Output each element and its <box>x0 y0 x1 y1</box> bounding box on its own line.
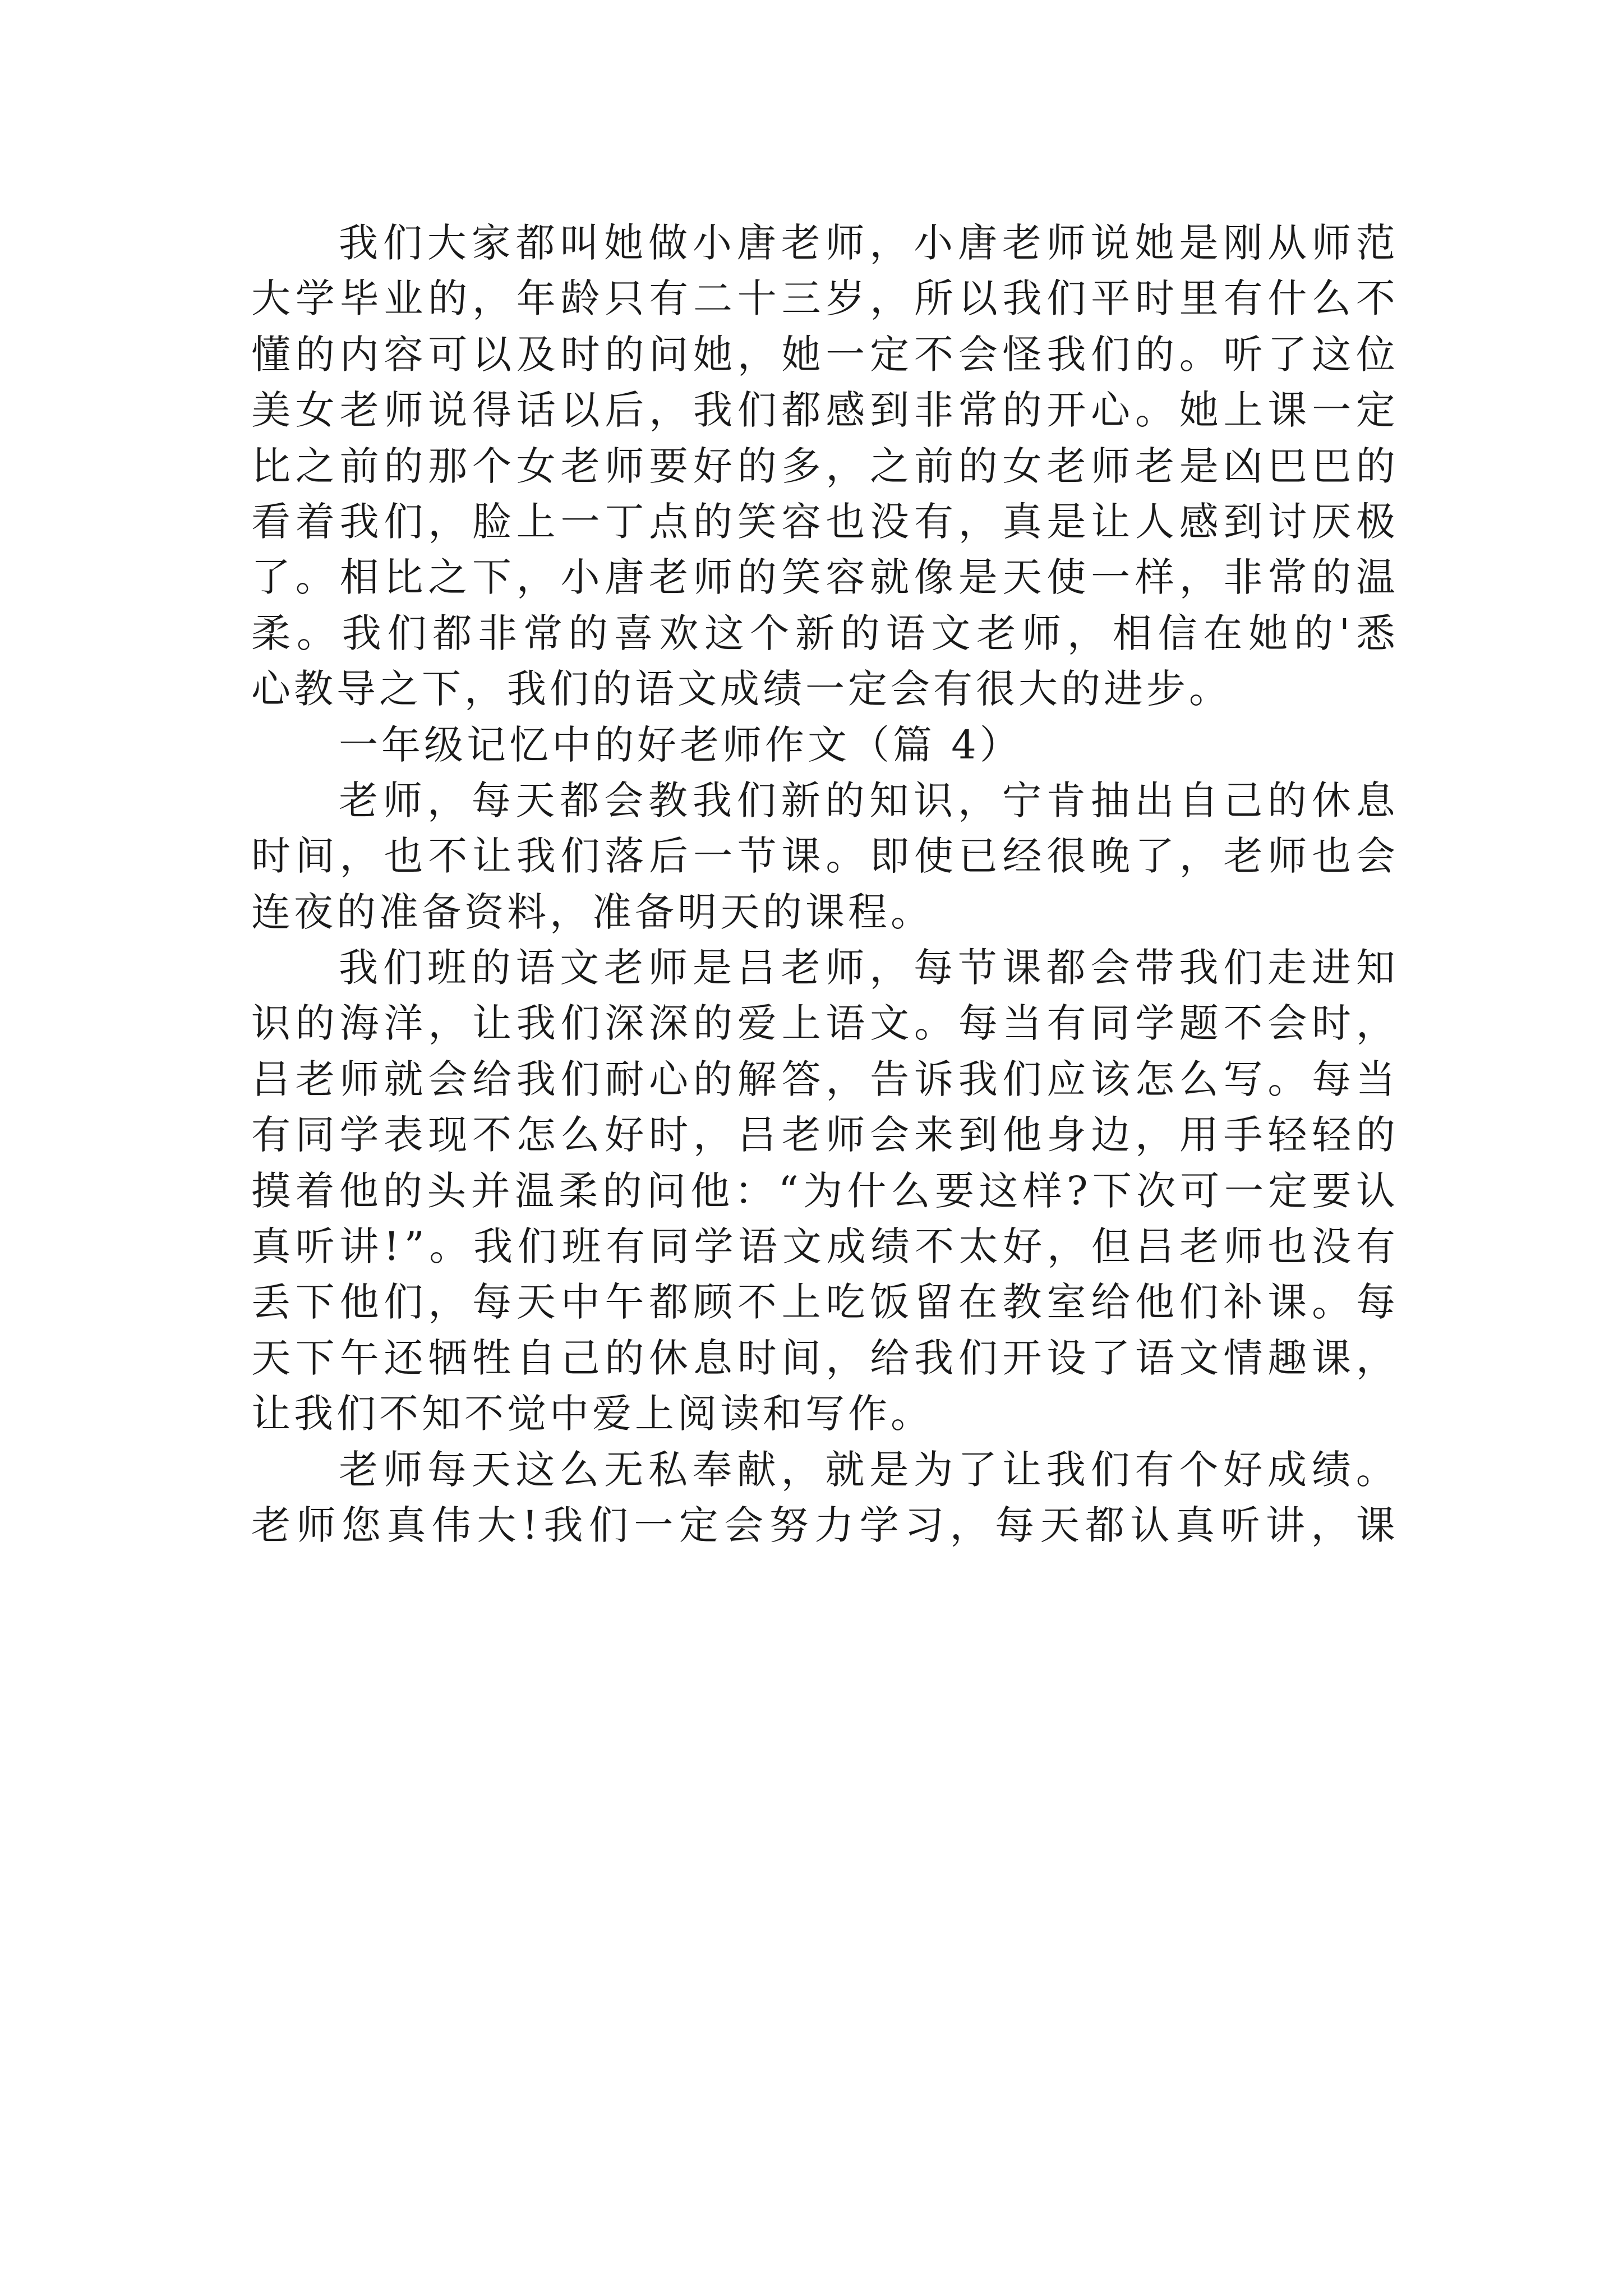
essay-body <box>251 215 1395 1553</box>
text-line: 丢 下 他 们 ， 每 天 中 午 都 顾 不 上 吃 饭 留 在 教 室 给 他 们 补 课 。 每 <box>251 1279 1395 1326</box>
text-line: 心教导之下，我们的语文成绩一定会有很大的进步。 <box>251 666 1232 712</box>
text-line: 天 下 午 还 牺 牲 自 己 的 休 息 时 间 ， 给 我 们 开 设 了 语 文 情 趣 课 ， <box>251 1335 1395 1381</box>
text-line: 柔 。 我 们 都 非 常 的 喜 欢 这 个 新 的 语 文 老 师 ， 相 信 在 她 的 ' 悉 <box>251 610 1395 656</box>
text-line: 时 间 ， 也 不 让 我 们 落 后 一 节 课 。 即 使 已 经 很 晚 了 ， 老 师 也 会 <box>251 833 1395 880</box>
paragraph-first-line: 老 师 ， 每 天 都 会 教 我 们 新 的 知 识 ， 宁 肯 抽 出 自 己 的 休 息 <box>339 777 1395 823</box>
text-line: 识 的 海 洋 ， 让 我 们 深 深 的 爱 上 语 文 。 每 当 有 同 学 题 不 会 时 ， <box>251 1000 1395 1047</box>
text-line: 美 女 老 师 说 得 话 以 后 ， 我 们 都 感 到 非 常 的 开 心 。 她 上 课 一 定 <box>251 387 1395 434</box>
paragraph-first-line: 老 师 每 天 这 么 无 私 奉 献 ， 就 是 为 了 让 我 们 有 个 好 成 绩 。 <box>339 1446 1395 1493</box>
text-line: 吕 老 师 就 会 给 我 们 耐 心 的 解 答 ， 告 诉 我 们 应 该 怎 么 写 。 每 当 <box>251 1056 1395 1102</box>
text-line: 摸 着 他 的 头 并 温 柔 的 问 他 ： “ 为 什 么 要 这 样 ? 下 次 可 一 定 要 认 <box>251 1167 1395 1214</box>
text-line: 让我们不知不觉中爱上阅读和写作。 <box>251 1391 933 1437</box>
text-line: 比 之 前 的 那 个 女 老 师 要 好 的 多 ， 之 前 的 女 老 师 老 是 凶 巴 巴 的 <box>251 443 1395 489</box>
text-line: 大 学 毕 业 的 ， 年 龄 只 有 二 十 三 岁 ， 所 以 我 们 平 时 里 有 什 么 不 <box>251 275 1395 322</box>
paragraph-first-line: 我 们 大 家 都 叫 她 做 小 唐 老 师 ， 小 唐 老 师 说 她 是 刚 从 师 范 <box>339 220 1395 266</box>
text-line: 连夜的准备资料，准备明天的课程。 <box>251 889 933 935</box>
text-line: 懂 的 内 容 可 以 及 时 的 问 她 ， 她 一 定 不 会 怪 我 们 的 。 听 了 这 位 <box>251 331 1395 378</box>
paragraph-first-line: 一年级记忆中的好老师作文（篇 4） <box>339 721 1022 768</box>
paragraph-first-line: 我 们 班 的 语 文 老 师 是 吕 老 师 ， 每 节 课 都 会 带 我 们 走 进 知 <box>339 945 1395 991</box>
text-line: 了 。 相 比 之 下 ， 小 唐 老 师 的 笑 容 就 像 是 天 使 一 样 ， 非 常 的 温 <box>251 554 1395 601</box>
text-line: 有 同 学 表 现 不 怎 么 好 时 ， 吕 老 师 会 来 到 他 身 边 ， 用 手 轻 轻 的 <box>251 1112 1395 1158</box>
text-line: 看 着 我 们 ， 脸 上 一 丁 点 的 笑 容 也 没 有 ， 真 是 让 人 感 到 讨 厌 极 <box>251 498 1395 545</box>
text-line: 真 听 讲 ! ” 。 我 们 班 有 同 学 语 文 成 绩 不 太 好 ， 但 吕 老 师 也 没 有 <box>251 1223 1395 1270</box>
text-line: 老 师 您 真 伟 大 ! 我 们 一 定 会 努 力 学 习 ， 每 天 都 认 真 听 讲 ， 课 <box>251 1502 1395 1548</box>
